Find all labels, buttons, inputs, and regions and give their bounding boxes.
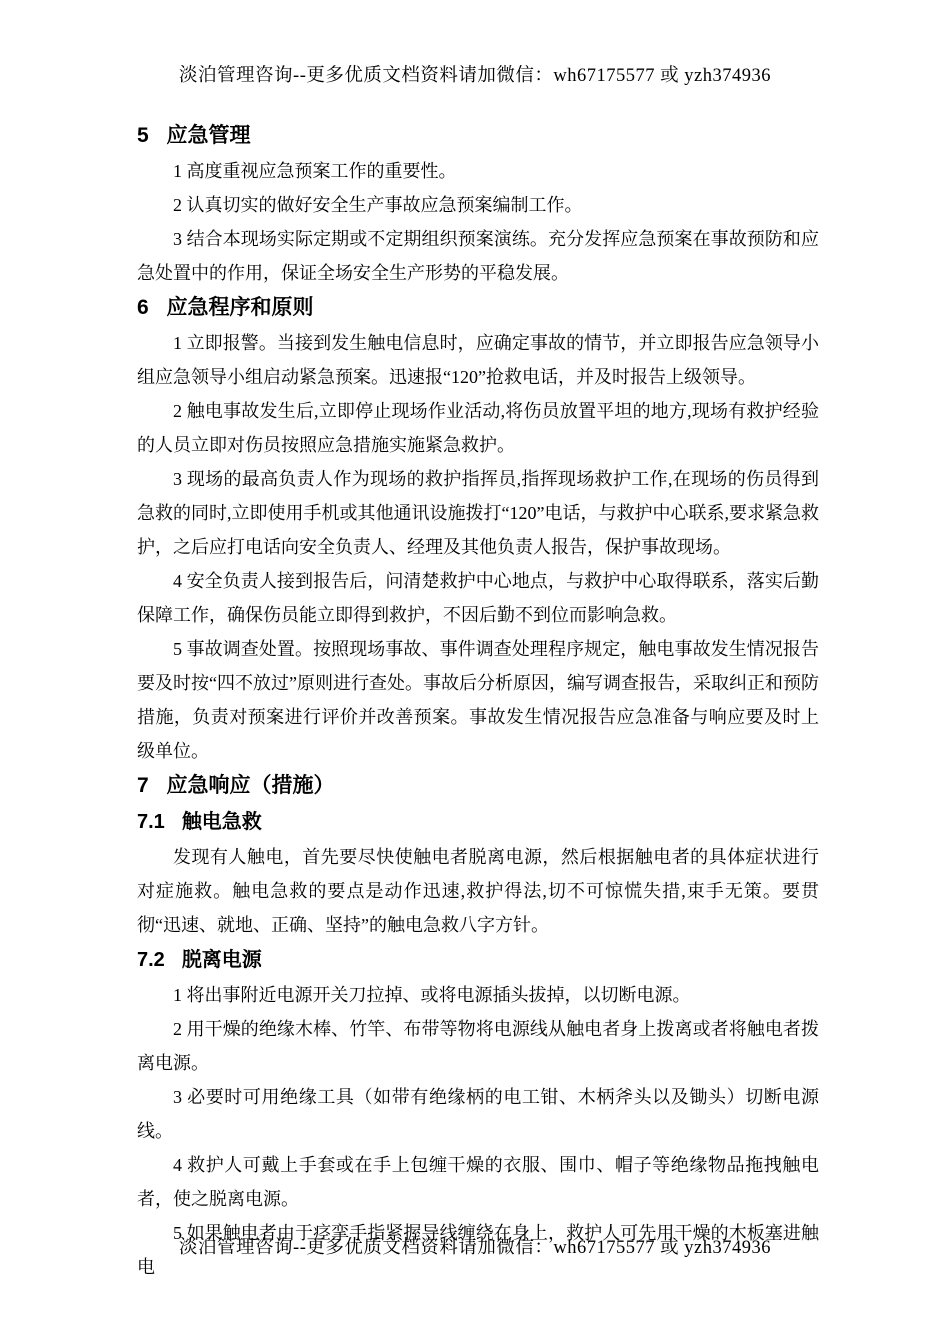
para-6-5: 5 事故调查处置。按照现场事故、事件调查处理程序规定，触电事故发生情况报告要及时按“四不放过”原则进行查处。事故后分析原因，编写调查报告，采取纠正和预防措施，负责对预案进行评价并改善预案。事故发生情况报告应急准备与响应要及时上级单位。 [137, 639, 819, 761]
heading-title: 应急程序和原则 [166, 296, 314, 319]
heading-7 [137, 768, 819, 804]
footer-watermark-note: 淡泊管理咨询--更多优质文档资料请加微信：wh67175577 或 yzh374936 [179, 1238, 771, 1258]
para-6-2: 2 触电事故发生后,立即停止现场作业活动,将伤员放置平坦的地方,现场有救护经验的人员立即对伤员按照应急措施实施紧急救护。 [137, 401, 819, 455]
heading-number: 6 [137, 296, 149, 319]
heading-5 [137, 118, 819, 154]
heading-number: 7.2 [137, 949, 165, 971]
para-5-2: 2 认真切实的做好安全生产事故应急预案编制工作。 [173, 195, 583, 215]
heading-6 [137, 290, 819, 326]
para-7-2-1: 1 将出事附近电源开关刀拉掉、或将电源插头拔掉，以切断电源。 [173, 985, 691, 1005]
header-watermark-note: 淡泊管理咨询--更多优质文档资料请加微信：wh67175577 或 yzh374936 [179, 66, 771, 86]
para-6-4: 4 安全负责人接到报告后，问清楚救护中心地点，与救护中心取得联系，落实后勤保障工作，确保伤员能立即得到救护，不因后勤不到位而影响急救。 [137, 571, 819, 625]
heading-title: 应急响应（措施） [166, 774, 335, 797]
document-body [137, 118, 819, 1284]
para-7-2-5: 5 如果触电者由于痉挛手指紧握导线缠绕在身上，救护人可先用干燥的木板塞进触电 [137, 1223, 819, 1277]
para-7-1-1: 发现有人触电，首先要尽快使触电者脱离电源，然后根据触电者的具体症状进行对症施救。触电急救的要点是动作迅速,救护得法,切不可惊慌失措,束手无策。要贯彻“迅速、就地、正确、坚持”的触电急救八字方针。 [137, 847, 819, 935]
heading-number: 7.1 [137, 811, 165, 833]
para-5-1: 1 高度重视应急预案工作的重要性。 [173, 161, 457, 181]
para-7-2-4: 4 救护人可戴上手套或在手上包缠干燥的衣服、围巾、帽子等绝缘物品拖拽触电者，使之脱离电源。 [137, 1155, 819, 1209]
para-6-3: 3 现场的最高负责人作为现场的救护指挥员,指挥现场救护工作,在现场的伤员得到急救的同时,立即使用手机或其他通讯设施拨打“120”电话，与救护中心联系,要求紧急救护，之后应打电话向安全负责人、经理及其他负责人报告，保护事故现场。 [137, 469, 819, 557]
heading-7-1 [137, 804, 819, 840]
heading-title: 脱离电源 [181, 949, 262, 971]
heading-title: 触电急救 [181, 811, 262, 833]
para-7-2-3: 3 必要时可用绝缘工具（如带有绝缘柄的电工钳、木柄斧头以及锄头）切断电源线。 [137, 1087, 819, 1141]
para-6-1: 1 立即报警。当接到发生触电信息时，应确定事故的情节，并立即报告应急领导小组应急领导小组启动紧急预案。迅速报“120”抢救电话，并及时报告上级领导。 [137, 333, 819, 387]
heading-number: 7 [137, 774, 149, 797]
heading-7-2 [137, 942, 819, 978]
para-7-2-2: 2 用干燥的绝缘木棒、竹竿、布带等物将电源线从触电者身上拨离或者将触电者拨离电源。 [137, 1019, 819, 1073]
heading-title: 应急管理 [166, 124, 251, 147]
heading-number: 5 [137, 124, 149, 147]
para-5-3: 3 结合本现场实际定期或不定期组织预案演练。充分发挥应急预案在事故预防和应急处置中的作用，保证全场安全生产形势的平稳发展。 [137, 229, 819, 283]
